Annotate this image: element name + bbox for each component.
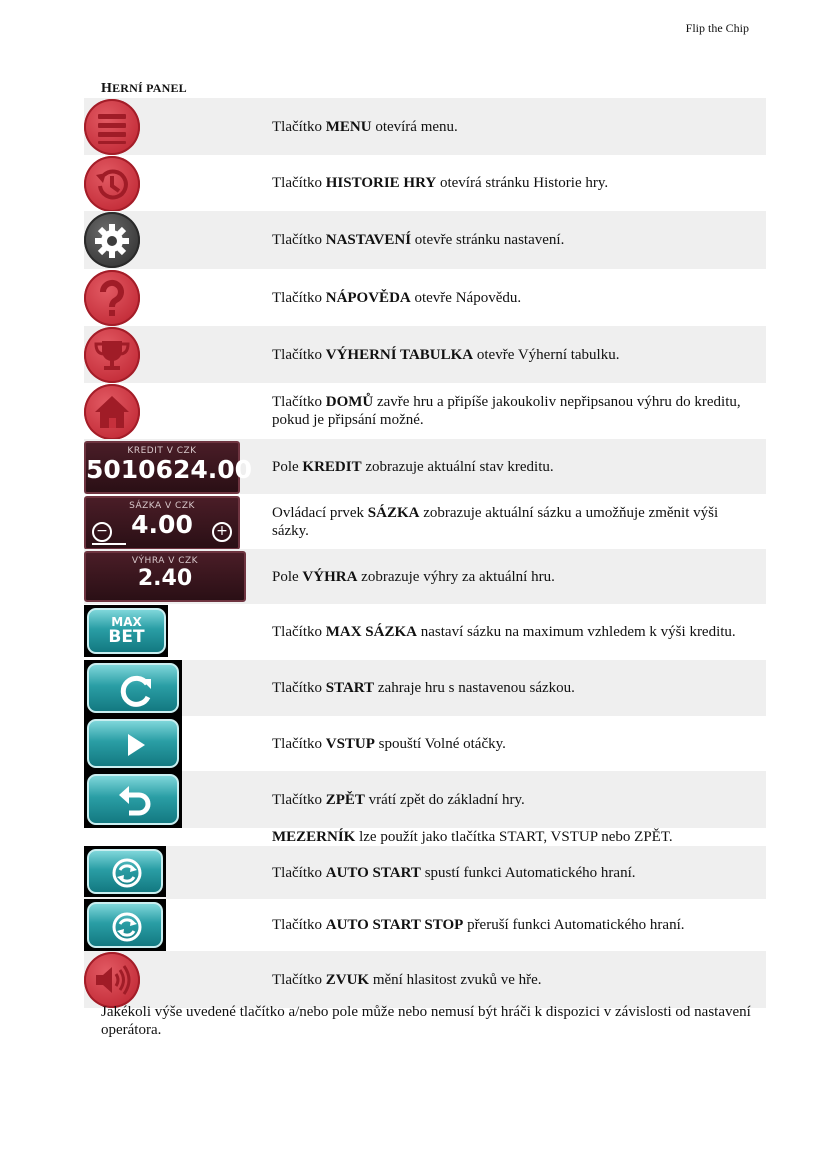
row-win bbox=[84, 549, 766, 604]
row-description: Tlačítko AUTO START spustí funkci Automatického hraní. bbox=[272, 864, 636, 881]
row-description: Tlačítko AUTO START STOP přeruší funkci Automatického hraní. bbox=[272, 917, 685, 933]
row-bet bbox=[84, 494, 766, 549]
row-description: Tlačítko VÝHERNÍ TABULKA otevře Výherní tabulku. bbox=[272, 346, 620, 363]
row-description: Tlačítko HISTORIE HRY otevírá stránku Historie hry. bbox=[272, 175, 609, 191]
bet-indicator-line bbox=[92, 543, 126, 545]
auto-start-icon bbox=[84, 846, 166, 897]
row-description: Tlačítko DOMŮ zavře hru a připíše jakoukoliv nepřipsanou výhru do kreditu, pokud je připsání možné. bbox=[272, 394, 741, 428]
row-description: Tlačítko ZVUK mění hlasitost zvuků ve hře. bbox=[272, 971, 542, 988]
credit-value: 5010624.00 bbox=[86, 455, 253, 484]
gear-icon bbox=[84, 212, 140, 268]
sound-icon bbox=[84, 952, 140, 1008]
row-back bbox=[84, 771, 766, 828]
row-start bbox=[84, 660, 766, 716]
row-sound bbox=[84, 951, 766, 1008]
row-play bbox=[84, 716, 766, 771]
credit-panel bbox=[84, 441, 253, 494]
max-bet-line1: MAX bbox=[111, 615, 142, 629]
row-description: MEZERNÍK lze použít jako tlačítka START, VSTUP nebo ZPĚT. bbox=[272, 829, 673, 845]
play-icon bbox=[84, 716, 182, 771]
row-spacebar bbox=[84, 828, 766, 846]
help-icon bbox=[84, 270, 140, 326]
max-bet-line2: BET bbox=[108, 627, 145, 647]
row-description: Tlačítko START zahraje hru s nastavenou sázkou. bbox=[272, 680, 575, 696]
row-description: Tlačítko NÁPOVĚDA otevře Nápovědu. bbox=[272, 289, 522, 306]
win-value: 2.40 bbox=[137, 566, 193, 591]
win-label: VÝHRA V CZK bbox=[131, 556, 199, 566]
row-paytable bbox=[84, 326, 766, 383]
row-max-bet bbox=[84, 604, 766, 660]
row-description: Tlačítko ZPĚT vrátí zpět do základní hry. bbox=[272, 791, 525, 808]
trophy-icon bbox=[84, 327, 140, 383]
back-icon bbox=[84, 771, 182, 828]
row-settings bbox=[84, 211, 766, 269]
start-icon bbox=[84, 660, 182, 716]
auto-start-stop-icon bbox=[84, 899, 166, 951]
row-description: Tlačítko VSTUP spouští Volné otáčky. bbox=[272, 735, 506, 752]
row-description: Tlačítko MENU otevírá menu. bbox=[272, 118, 458, 135]
bet-panel[interactable] bbox=[84, 496, 240, 550]
home-icon bbox=[84, 384, 140, 440]
row-auto-start-stop bbox=[84, 899, 766, 951]
row-description: Pole VÝHRA zobrazuje výhry za aktuální hru. bbox=[272, 568, 555, 585]
row-description: Ovládací prvek SÁZKA zobrazuje aktuální sázku a umožňuje změnit výši sázky. bbox=[272, 504, 719, 539]
section-title-rest: ERNÍ PANEL bbox=[112, 81, 187, 95]
bet-value: 4.00 bbox=[131, 510, 193, 539]
row-description: Tlačítko MAX SÁZKA nastaví sázku na maximum vzhledem k výši kreditu. bbox=[272, 624, 736, 640]
row-description: Tlačítko NASTAVENÍ otevře stránku nastavení. bbox=[272, 232, 565, 248]
row-home bbox=[84, 383, 766, 439]
win-panel bbox=[84, 551, 246, 602]
row-history bbox=[84, 155, 766, 211]
section-title bbox=[101, 81, 187, 97]
availability-note: Jakékoli výše uvedené tlačítko a/nebo pole může nebo nemusí být hráči k dispozici v závislosti od nastavení operátora. bbox=[101, 1004, 751, 1038]
row-credit bbox=[84, 439, 766, 494]
max-bet-icon bbox=[84, 605, 168, 657]
history-icon bbox=[84, 156, 140, 212]
game-panel-table bbox=[84, 98, 766, 1008]
section-title-initial: H bbox=[101, 81, 113, 96]
row-auto-start bbox=[84, 846, 766, 899]
bet-label: SÁZKA V CZK bbox=[129, 501, 195, 511]
row-help bbox=[84, 269, 766, 326]
page-header-title: Flip the Chip bbox=[685, 21, 749, 35]
menu-icon bbox=[84, 99, 140, 155]
row-menu bbox=[84, 98, 766, 155]
row-description: Pole KREDIT zobrazuje aktuální stav kreditu. bbox=[272, 458, 554, 475]
bet-plus-button[interactable]: + bbox=[212, 522, 232, 542]
credit-label: KREDIT V CZK bbox=[127, 446, 197, 456]
bet-minus-button[interactable]: − bbox=[92, 522, 112, 542]
